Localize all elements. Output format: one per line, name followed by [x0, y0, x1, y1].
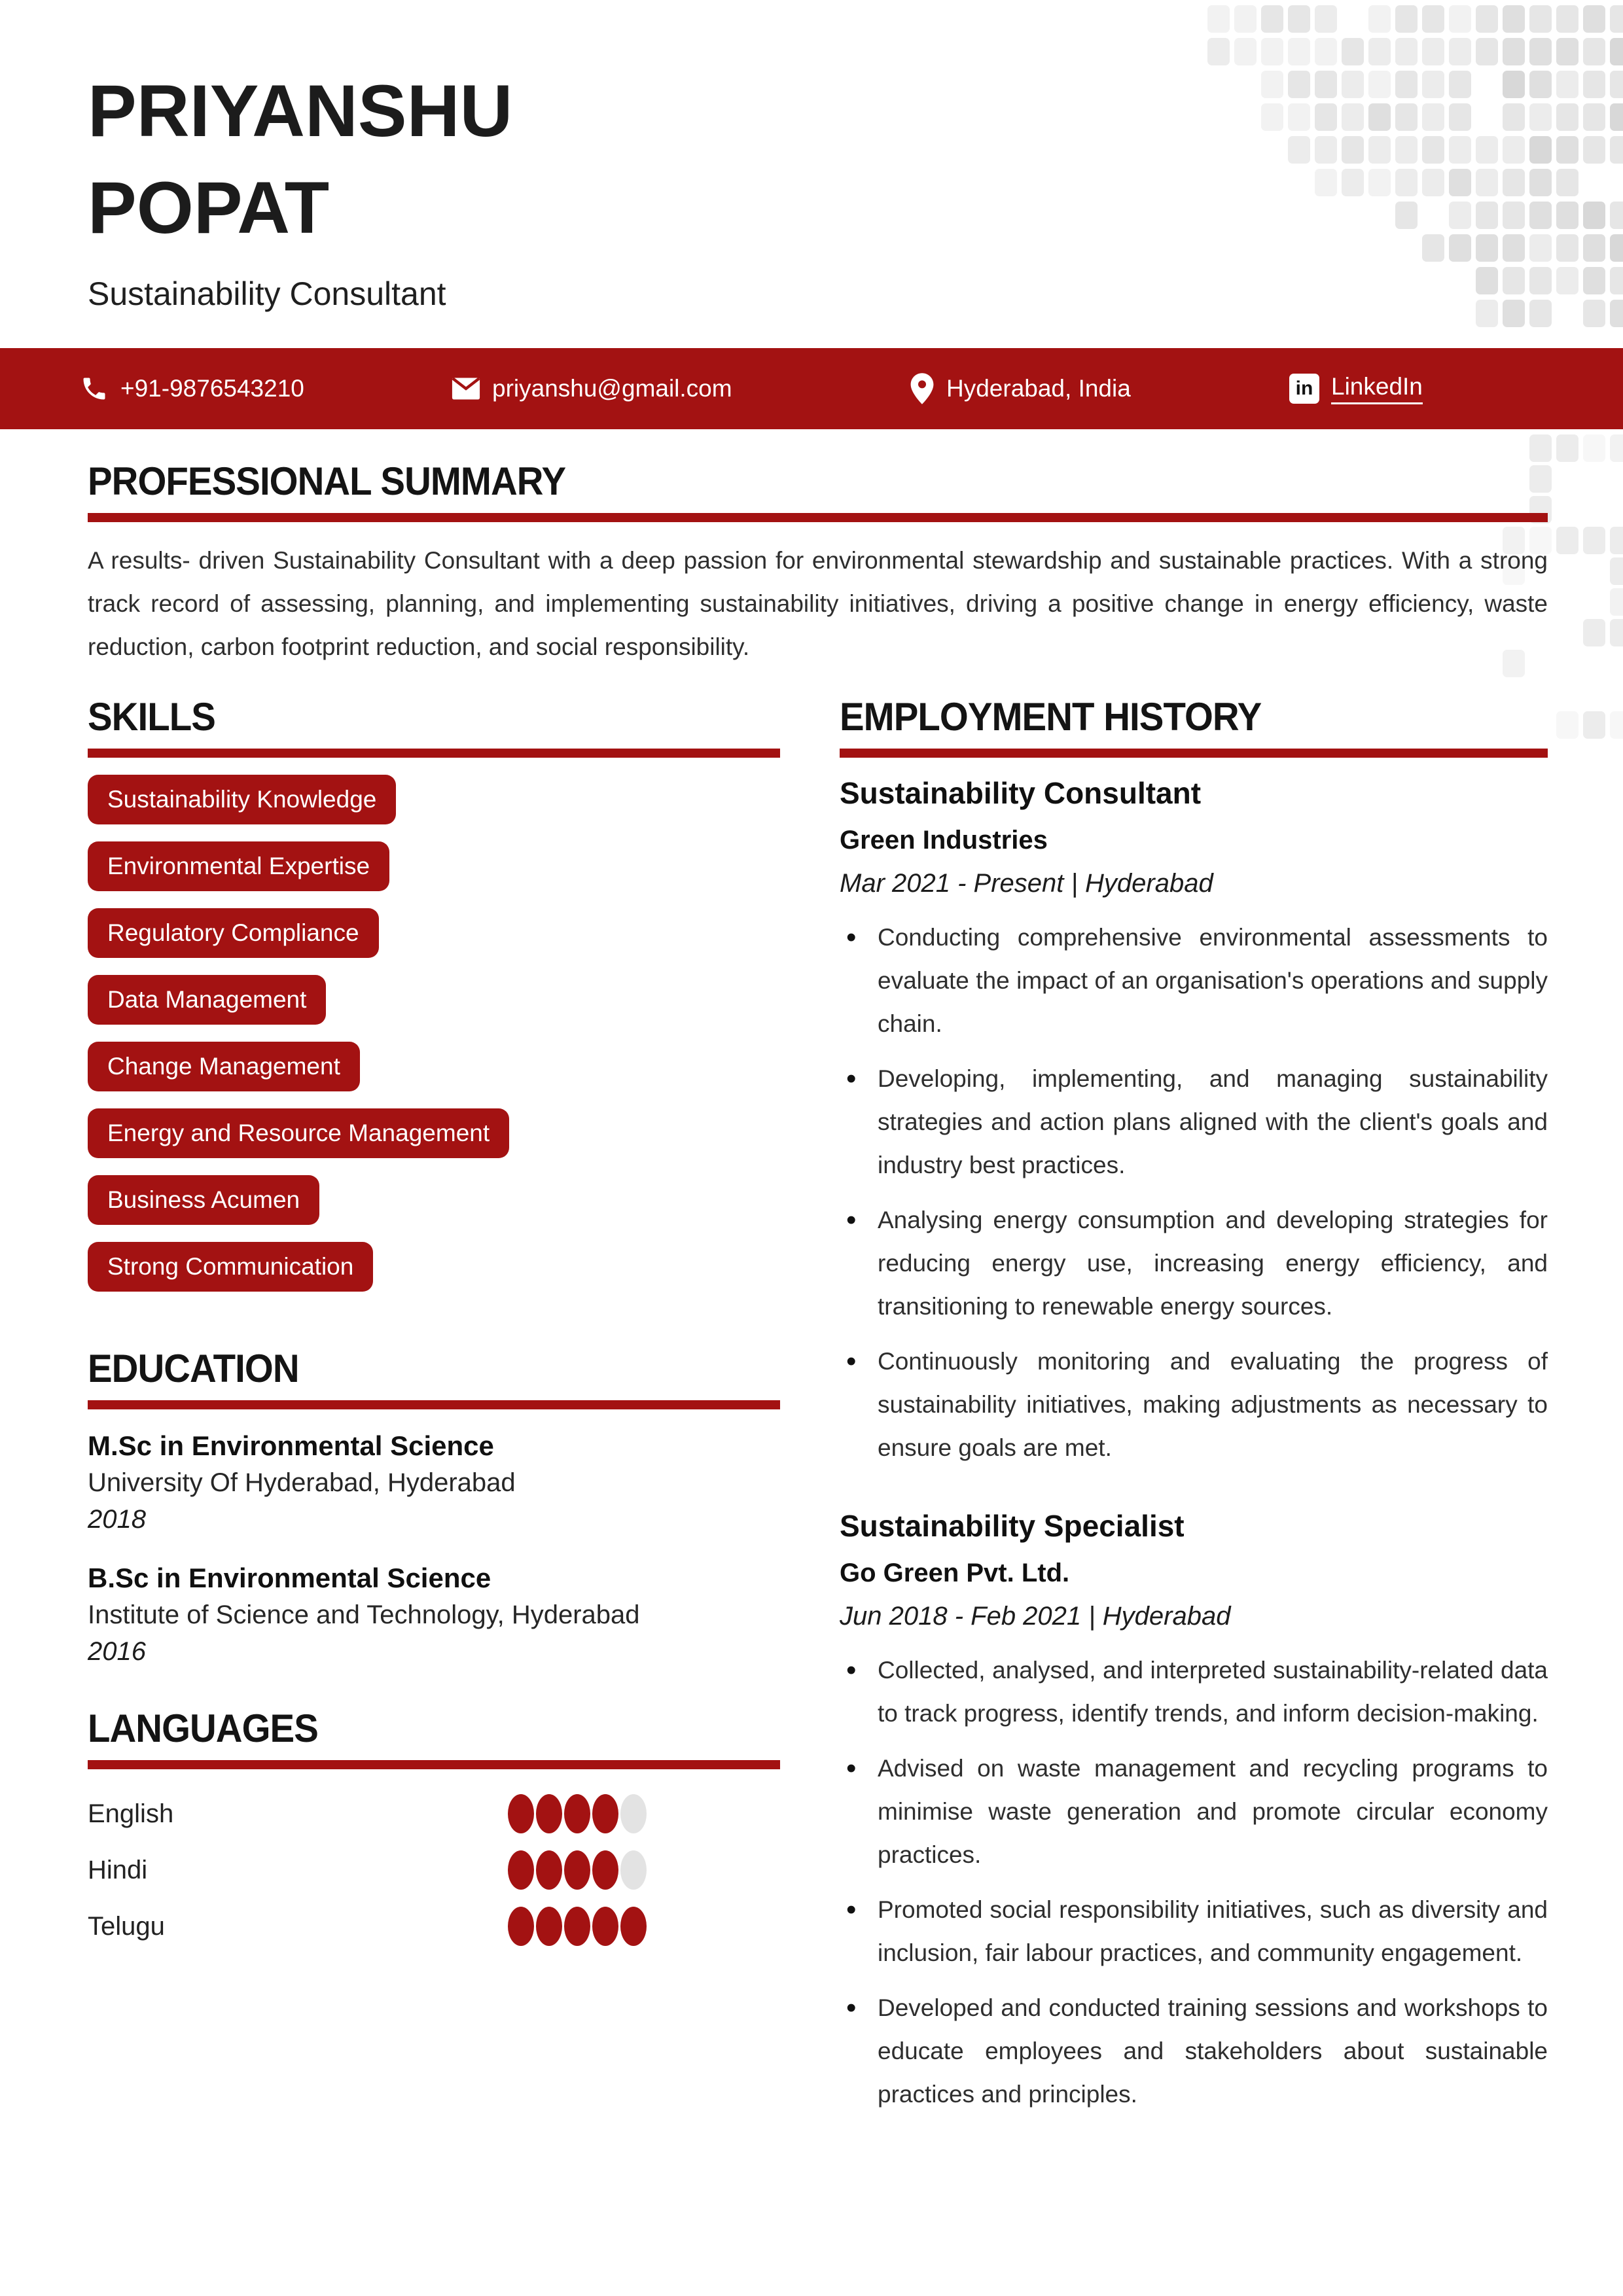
contact-phone — [80, 348, 304, 429]
education-degree: B.Sc in Environmental Science — [88, 1563, 491, 1593]
education-list — [88, 1428, 780, 1670]
linkedin-link[interactable]: LinkedIn — [1331, 373, 1423, 404]
job-bullet: • Developed and conducted training sessions and workshops to educate employees and stakeholders about sustainable practices and principles. — [840, 1987, 1548, 2116]
level-dot-filled — [592, 1794, 618, 1833]
job-company: Go Green Pvt. Ltd. — [840, 1559, 1070, 1587]
contact-linkedin — [1289, 348, 1423, 429]
right-column — [840, 696, 1548, 2128]
skill-pill: Change Management — [88, 1042, 360, 1091]
level-dot-filled — [508, 1794, 534, 1833]
skill-pill: Sustainability Knowledge — [88, 775, 396, 824]
education-entry — [88, 1428, 780, 1538]
person-title: Sustainability Consultant — [88, 275, 446, 312]
job-title: Sustainability Consultant — [840, 776, 1202, 810]
level-dot-filled — [508, 1907, 534, 1946]
education-year: 2016 — [88, 1637, 146, 1666]
level-dot-filled — [620, 1907, 647, 1946]
education-heading: EDUCATION — [88, 1347, 299, 1390]
skills-rule — [88, 749, 780, 758]
level-dot-empty — [620, 1850, 647, 1890]
job-bullets — [840, 916, 1548, 1470]
summary-text: A results- driven Sustainability Consultant with a deep passion for environmental stewardship and sustainable practices. With a strong track record of assessing, planning, and implementing sustainability initiatives, driving a positive change in energy efficiency, waste reduction, carbon footprint reduction, and social responsibility. — [88, 547, 1548, 660]
skill-pill: Data Management — [88, 975, 326, 1025]
level-dot-filled — [564, 1907, 590, 1946]
employment-rule — [840, 749, 1548, 758]
phone-icon — [80, 374, 109, 403]
language-name: Telugu — [88, 1911, 165, 1941]
job-bullet: • Collected, analysed, and interpreted sustainability-related data to track progress, identify trends, and inform decision-making. — [840, 1649, 1548, 1735]
skill-pill: Environmental Expertise — [88, 841, 389, 891]
contact-phone-label: +91-9876543210 — [120, 375, 304, 402]
contact-location — [910, 348, 1131, 429]
job-bullet: • Continuously monitoring and evaluating the progress of sustainability initiatives, making adjustments as necessary to ensure goals are met. — [840, 1340, 1548, 1470]
skills-list — [88, 775, 780, 1292]
skill-pill: Energy and Resource Management — [88, 1108, 509, 1158]
employment-list — [840, 773, 1548, 2116]
location-pin-icon — [910, 373, 935, 404]
linkedin-icon: in — [1289, 374, 1319, 404]
contact-email — [452, 348, 732, 429]
person-name-line1: PRIYANSHU — [88, 70, 513, 152]
education-year: 2018 — [88, 1505, 146, 1534]
contact-bar — [0, 348, 1623, 429]
education-rule — [88, 1400, 780, 1409]
job-bullet: • Advised on waste management and recycling programs to minimise waste generation and promote circular economy practices. — [840, 1747, 1548, 1877]
summary-heading: PROFESSIONAL SUMMARY — [88, 459, 566, 503]
job-company: Green Industries — [840, 826, 1048, 855]
education-entry — [88, 1560, 780, 1670]
education-school: Institute of Science and Technology, Hyderabad — [88, 1600, 640, 1629]
level-dot-filled — [508, 1850, 534, 1890]
left-column — [88, 696, 780, 1962]
skill-pill: Business Acumen — [88, 1175, 319, 1225]
education-degree: M.Sc in Environmental Science — [88, 1430, 494, 1461]
level-dot-filled — [564, 1794, 590, 1833]
job-period: Jun 2018 - Feb 2021 | Hyderabad — [840, 1602, 1231, 1631]
employment-heading: EMPLOYMENT HISTORY — [840, 695, 1262, 739]
job-bullet: • Conducting comprehensive environmental assessments to evaluate the impact of an organisation's operations and supply chain. — [840, 916, 1548, 1046]
level-dot-filled — [592, 1850, 618, 1890]
education-school: University Of Hyderabad, Hyderabad — [88, 1468, 516, 1497]
language-row — [88, 1793, 780, 1835]
level-dot-filled — [592, 1907, 618, 1946]
job-title: Sustainability Specialist — [840, 1509, 1185, 1543]
email-icon — [452, 377, 480, 400]
job-period: Mar 2021 - Present | Hyderabad — [840, 869, 1213, 898]
skill-pill: Strong Communication — [88, 1242, 373, 1292]
job-bullets — [840, 1649, 1548, 2116]
skill-pill: Regulatory Compliance — [88, 908, 379, 958]
job-bullet: • Developing, implementing, and managing sustainability strategies and action plans aligned with the client's goals and industry best practices. — [840, 1057, 1548, 1187]
main-content — [0, 429, 1623, 2128]
language-row — [88, 1849, 780, 1891]
job-bullet: • Promoted social responsibility initiatives, such as diversity and inclusion, fair labour practices, and community engagement. — [840, 1888, 1548, 1975]
header — [0, 0, 1623, 315]
languages-heading: LANGUAGES — [88, 1706, 318, 1750]
level-dot-filled — [536, 1794, 562, 1833]
language-level-dots — [508, 1794, 647, 1833]
job-entry — [840, 773, 1548, 1470]
contact-email-label: priyanshu@gmail.com — [492, 375, 732, 402]
job-bullet: • Analysing energy consumption and developing strategies for reducing energy use, increasing energy efficiency, and transitioning to renewable energy sources. — [840, 1199, 1548, 1328]
language-level-dots — [508, 1850, 647, 1890]
level-dot-filled — [536, 1907, 562, 1946]
languages-rule — [88, 1760, 780, 1769]
language-row — [88, 1905, 780, 1947]
language-name: English — [88, 1799, 174, 1828]
summary-rule — [88, 513, 1548, 522]
person-name-line2: POPAT — [88, 167, 330, 249]
level-dot-filled — [564, 1850, 590, 1890]
level-dot-empty — [620, 1794, 647, 1833]
language-name: Hindi — [88, 1855, 148, 1884]
language-level-dots — [508, 1907, 647, 1946]
job-entry — [840, 1506, 1548, 2116]
level-dot-filled — [536, 1850, 562, 1890]
person-name — [88, 63, 1623, 256]
skills-heading: SKILLS — [88, 695, 215, 739]
languages-list — [88, 1793, 780, 1947]
contact-location-label: Hyderabad, India — [946, 375, 1131, 402]
